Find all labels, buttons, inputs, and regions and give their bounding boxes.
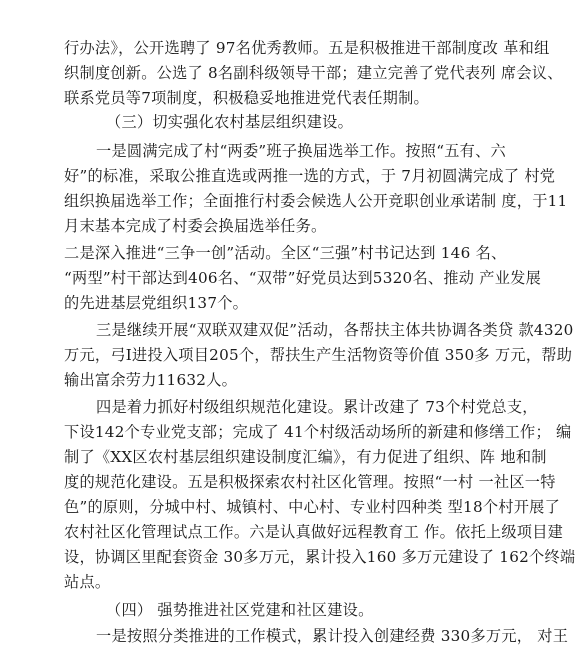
- text-line: 制了《XX区农村基层组织建设制度汇编》，有力促进了组织、阵 地和制: [64, 448, 547, 466]
- text-line: 联系党员等7项制度，积极稳妥地推进党代表任期制。: [64, 89, 429, 107]
- text-line: 站点。: [64, 573, 111, 591]
- text-line: 万元，弓I进投入项目205个，帮扶生产生活物资等价值 350多 万元，帮助: [64, 346, 573, 364]
- text-line: “两型”村干部达到406名、“双带”好党员达到5320名、推动 产业发展: [64, 269, 542, 287]
- text-line: 的先进基层党组织137个。: [64, 294, 249, 312]
- text-line: 织制度创新。公选了 8名副科级领导干部；建立完善了党代表列 席会议、: [64, 64, 563, 82]
- section-heading: （四） 强势推进社区党建和社区建设。: [106, 601, 374, 619]
- text-line: 下设142个专业党支部；完成了 41个村级活动场所的新建和修缮工作； 编: [64, 423, 572, 441]
- text-line: 输出富余劳力11632人。: [64, 371, 238, 389]
- paragraph-start: 四是着力抓好村级组织规范化建设。累计改建了 73个村党总支，: [96, 398, 538, 416]
- text-line: 设，协调区里配套资金 30多万元，累计投入160 多万元建设了 162个终端: [64, 548, 575, 566]
- paragraph-start: 一是圆满完成了村“两委”班子换届选举工作。按照“五有、六: [96, 142, 506, 160]
- text-line: 色”的原则，分城中村、城镇村、中心村、专业村四种类 型18个村开展了: [64, 498, 561, 516]
- text-line: 好”的标准，采取公推直选或两推一选的方式，于 7月初圆满完成了 村党: [64, 167, 556, 185]
- paragraph-start: 三是继续开展“双联双建双促”活动，各帮扶主体共协调各类贷 款4320: [96, 321, 574, 339]
- section-heading: （三）切实强化农村基层组织建设。: [106, 113, 353, 131]
- text-line: 组织换届选举工作；全面推行村委会候选人公开竞职创业承诺制 度，于11: [64, 192, 568, 210]
- paragraph-start: 二是深入推进“三争一创”活动。全区“三强”村书记达到 146 名、: [64, 244, 507, 262]
- text-line: 月末基本完成了村委会换届选举任务。: [64, 217, 327, 235]
- text-line: 度的规范化建设。五是积极探索农村社区化管理。按照“一村 一社区一特: [64, 473, 556, 491]
- text-line: 行办法》，公开选聘了 97名优秀教师。五是积极推进干部制度改 革和组: [64, 39, 550, 57]
- paragraph-start: 一是按照分类推进的工作模式，累计投入创建经费 330多万元， 对王: [96, 627, 569, 645]
- text-line: 农村社区化管理试点工作。六是认真做好远程教育工 作。依托上级项目建: [64, 523, 564, 541]
